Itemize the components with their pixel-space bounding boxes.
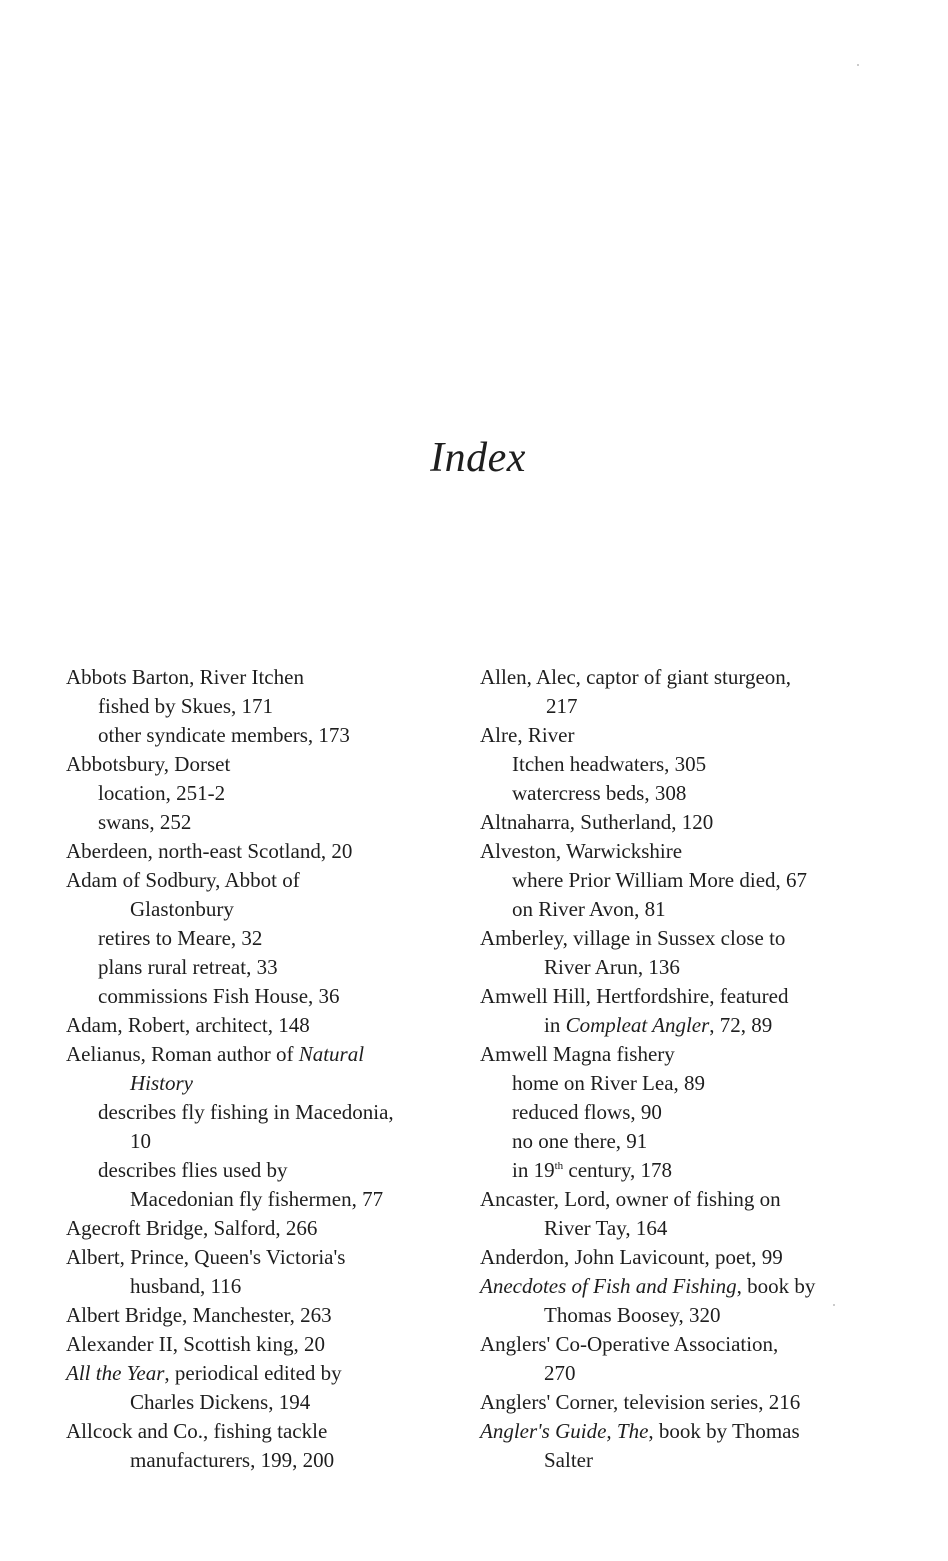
index-entry: Anglers' Corner, television series, 216: [480, 1390, 801, 1414]
index-column-left: [66, 663, 466, 1475]
index-entry: [480, 1417, 880, 1446]
entry-text: , book by: [736, 1274, 816, 1298]
index-continuation: Thomas Boosey, 320: [544, 1303, 721, 1327]
entry-title-italic: Anecdotes of Fish and Fishing: [480, 1274, 737, 1298]
index-subentry: other syndicate members, 173: [98, 723, 350, 747]
index-entry: Adam, Robert, architect, 148: [66, 1013, 310, 1037]
index-subentry: on River Avon, 81: [512, 897, 666, 921]
index-subentry: reduced flows, 90: [512, 1100, 662, 1124]
index-subentry: fished by Skues, 171: [98, 694, 273, 718]
entry-title-italic: Natural: [298, 1042, 365, 1066]
index-entry: Anglers' Co-Operative Association,: [480, 1332, 779, 1356]
index-continuation: River Tay, 164: [544, 1216, 668, 1240]
index-entry: Amwell Magna fishery: [480, 1042, 675, 1066]
index-subentry: plans rural retreat, 33: [98, 955, 278, 979]
entry-text: , 72, 89: [709, 1013, 773, 1037]
index-entry: Allcock and Co., fishing tackle: [66, 1419, 328, 1443]
index-continuation: 10: [130, 1129, 151, 1153]
entry-title-italic: All the Year: [66, 1361, 165, 1385]
index-continuation: History: [130, 1071, 193, 1095]
index-entry: Allen, Alec, captor of giant sturgeon,: [480, 665, 792, 689]
paper-speck: [833, 1304, 835, 1306]
index-continuation: Macedonian fly fishermen, 77: [130, 1187, 384, 1211]
index-subentry: where Prior William More died, 67: [512, 868, 808, 892]
index-entry: Albert, Prince, Queen's Victoria's: [66, 1245, 346, 1269]
entry-text: century, 178: [563, 1158, 673, 1182]
index-entry: Amwell Hill, Hertfordshire, featured: [480, 984, 789, 1008]
index-subentry: describes flies used by: [98, 1158, 288, 1182]
index-subentry: Itchen headwaters, 305: [512, 752, 707, 776]
index-entry: [480, 1272, 880, 1301]
index-entry: Abbotsbury, Dorset: [66, 752, 231, 776]
index-subentry: commissions Fish House, 36: [98, 984, 340, 1008]
index-subentry: no one there, 91: [512, 1129, 648, 1153]
entry-text: in 19: [512, 1158, 555, 1182]
index-entry: Altnaharra, Sutherland, 120: [480, 810, 714, 834]
index-continuation: husband, 116: [130, 1274, 242, 1298]
index-subentry: swans, 252: [98, 810, 192, 834]
index-subentry: location, 251-2: [98, 781, 226, 805]
index-entry: Agecroft Bridge, Salford, 266: [66, 1216, 318, 1240]
index-column-right: [480, 663, 880, 1475]
entry-text: , periodical edited by: [164, 1361, 342, 1385]
index-entry: Aberdeen, north-east Scotland, 20: [66, 839, 353, 863]
index-subentry: watercress beds, 308: [512, 781, 687, 805]
ordinal-suffix: th: [554, 1160, 564, 1172]
page-title: Index: [430, 435, 526, 481]
index-continuation: Glastonbury: [130, 897, 234, 921]
paper-speck: [857, 64, 859, 66]
entry-title-italic: Angler's Guide, The: [480, 1419, 649, 1443]
index-entry: Albert Bridge, Manchester, 263: [66, 1303, 332, 1327]
index-continuation: Salter: [544, 1448, 593, 1472]
index-entry: Anderdon, John Lavicount, poet, 99: [480, 1245, 783, 1269]
index-continuation: 270: [544, 1361, 576, 1385]
index-entry: [66, 1359, 466, 1388]
index-entry: Adam of Sodbury, Abbot of: [66, 868, 300, 892]
entry-text: , book by Thomas: [648, 1419, 800, 1443]
index-entry: Alre, River: [480, 723, 575, 747]
index-continuation: River Arun, 136: [544, 955, 680, 979]
index-entry: Amberley, village in Sussex close to: [480, 926, 786, 950]
index-subentry: [480, 1156, 880, 1185]
index-subentry: describes fly fishing in Macedonia,: [98, 1100, 394, 1124]
index-entry: Alveston, Warwickshire: [480, 839, 683, 863]
index-continuation: [480, 1011, 880, 1040]
index-entry: Alexander II, Scottish king, 20: [66, 1332, 325, 1356]
index-entry: Abbots Barton, River Itchen: [66, 665, 304, 689]
index-entry: [66, 1040, 466, 1069]
entry-text: in: [544, 1013, 566, 1037]
index-continuation: Charles Dickens, 194: [130, 1390, 311, 1414]
index-subentry: home on River Lea, 89: [512, 1071, 706, 1095]
index-subentry: retires to Meare, 32: [98, 926, 263, 950]
entry-text: Aelianus, Roman author of: [66, 1042, 299, 1066]
index-continuation: 217: [546, 694, 578, 718]
index-entry: Ancaster, Lord, owner of fishing on: [480, 1187, 781, 1211]
entry-title-italic: Compleat Angler: [565, 1013, 710, 1037]
index-continuation: manufacturers, 199, 200: [130, 1448, 335, 1472]
